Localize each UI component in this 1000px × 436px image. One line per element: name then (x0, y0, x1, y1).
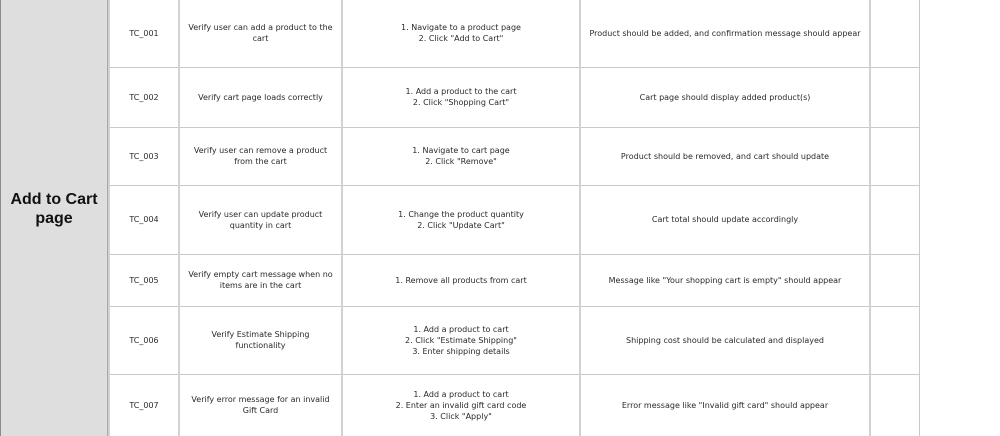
step-line: 2. Enter an invalid gift card code (395, 400, 527, 410)
table-row (109, 127, 919, 185)
step-line: 2. Click "Estimate Shipping" (405, 335, 517, 345)
table-row (109, 374, 919, 436)
step-line: 3. Enter shipping details (412, 346, 510, 356)
step-line: 1. Add a product to cart (413, 324, 509, 334)
empty-cell[interactable] (870, 0, 919, 67)
test-id-cell[interactable]: TC_005 (109, 254, 179, 306)
test-id-cell[interactable]: TC_001 (109, 0, 179, 67)
test-steps-cell[interactable] (342, 67, 580, 127)
expected-result-cell[interactable]: Shipping cost should be calculated and displayed (580, 306, 870, 374)
empty-cell[interactable] (870, 306, 919, 374)
test-id-cell[interactable]: TC_006 (109, 306, 179, 374)
section-label: Add to Cart page (10, 191, 98, 227)
step-line: 1. Add a product to the cart (405, 87, 517, 96)
test-title-cell[interactable]: Verify error message for an invalid Gift Card (179, 374, 342, 436)
expected-result-cell[interactable]: Message like "Your shopping cart is empty" should appear (580, 254, 870, 306)
step-line: 1. Change the product quantity (398, 209, 524, 219)
step-line: 1. Add a product to cart (413, 389, 509, 399)
test-title-cell[interactable]: Verify user can add a product to the cart (179, 0, 342, 67)
step-line: 1. Navigate to cart page (412, 146, 510, 155)
table-row (109, 254, 919, 306)
table-row (109, 185, 919, 254)
table-row (109, 0, 919, 67)
test-id-cell[interactable]: TC_003 (109, 127, 179, 185)
empty-cell[interactable] (870, 185, 919, 254)
test-id-cell[interactable]: TC_002 (109, 67, 179, 127)
test-id-cell[interactable]: TC_004 (109, 185, 179, 254)
step-line: 2. Click "Update Cart" (417, 220, 505, 230)
step-line: 2. Click "Remove" (425, 157, 497, 166)
test-steps-cell[interactable] (342, 374, 580, 436)
step-line: 1. Remove all products from cart (395, 275, 527, 285)
step-line: 2. Click "Add to Cart" (418, 34, 504, 44)
expected-result-cell[interactable]: Cart total should update accordingly (580, 185, 870, 254)
step-line: 1. Navigate to a product page (401, 23, 521, 33)
test-id-cell[interactable]: TC_007 (109, 374, 179, 436)
test-title-cell[interactable]: Verify cart page loads correctly (179, 67, 342, 127)
table-row (109, 306, 919, 374)
test-steps-cell[interactable] (342, 254, 580, 306)
expected-result-cell[interactable]: Product should be removed, and cart should update (580, 127, 870, 185)
empty-cell[interactable] (870, 67, 919, 127)
expected-result-cell[interactable]: Product should be added, and confirmation message should appear (580, 0, 870, 67)
test-steps-cell[interactable] (342, 0, 580, 67)
expected-result-cell[interactable]: Cart page should display added product(s) (580, 67, 870, 127)
table-row (109, 67, 919, 127)
step-line: 2. Click "Shopping Cart" (412, 98, 510, 107)
empty-cell[interactable] (870, 127, 919, 185)
section-group-cell[interactable] (0, 0, 108, 436)
test-title-cell[interactable]: Verify empty cart message when no items are in the cart (179, 254, 342, 306)
test-steps-cell[interactable] (342, 306, 580, 374)
test-title-cell[interactable]: Verify Estimate Shipping functionality (179, 306, 342, 374)
expected-result-cell[interactable]: Error message like "Invalid gift card" should appear (580, 374, 870, 436)
test-steps-cell[interactable] (342, 185, 580, 254)
test-case-table (108, 0, 920, 436)
test-steps-cell[interactable] (342, 127, 580, 185)
test-title-cell[interactable]: Verify user can remove a product from the cart (179, 127, 342, 185)
empty-cell[interactable] (870, 254, 919, 306)
test-title-cell[interactable]: Verify user can update product quantity in cart (179, 185, 342, 254)
step-line: 3. Click "Apply" (430, 411, 492, 421)
empty-cell[interactable] (870, 374, 919, 436)
